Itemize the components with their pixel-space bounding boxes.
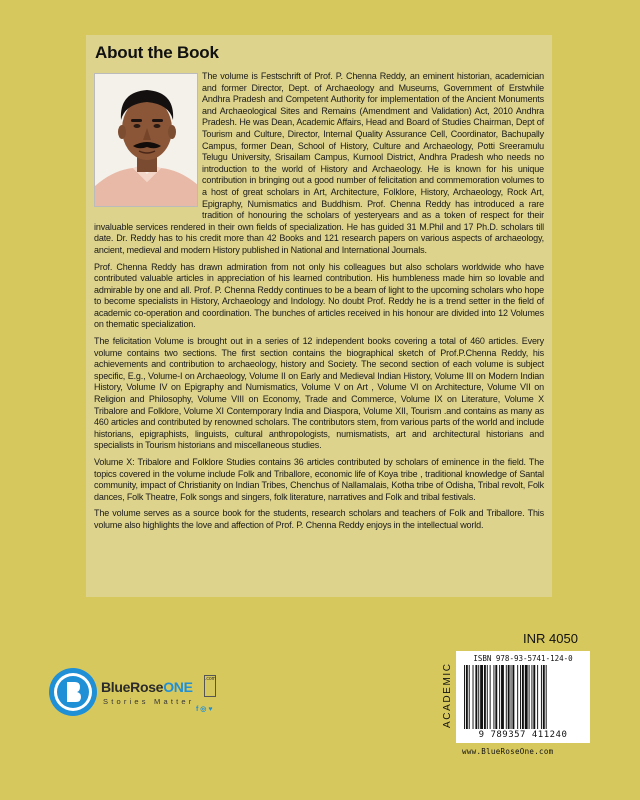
publisher-name (101, 679, 193, 695)
bluerose-logo-icon (48, 667, 98, 717)
description-paragraph-5: The volume serves as a source book for the students, research scholars and teachers of Folk and Triballore. This volume also highlights the love and affection of Prof. P. Chenna Reddy enjoys in the intellectual world. (94, 508, 544, 530)
description-paragraph-3: The felicitation Volume is brought out in a series of 12 independent books covering a total of 460 articles. Every volume contains two sections. The first section contains the biographical sketch of Prof.P.Chenna Reddy, his achievements and contribution to archaeology, history and Society. The second section of each volume is subject specific, E.g., Volume-I on Archaeology, Volume II on Early and Medieval Indian History, Volume III on Modern Indian History, Volume IV on Epigraphy and Numismatics, Volume V on Art , Volume VI on Architecture, Volume VII on Religion and Philosophy, Volume VIII on Economy, Trade and Commerce, Volume IX on Literature, Volume X Tribalore and Folklore, Volume XI Contemporary India and Diaspora, Volume XII, Tourism .and contains as many as 460 articles and contributed by renowned scholars. The contributors stem, from various parts of the world and include historians, epigraphists, linguists, cultural anthropologists, numismatists, art and architectural historians and specialists in Tourism historians and miscellaneous studies. (94, 336, 544, 451)
publisher-side-mark: .com (204, 675, 216, 697)
description-paragraph-2: Prof. Chenna Reddy has drawn admiration from not only his colleagues but also scholars worldwide who have contributed valuable articles in appreciation of his learned contribution. His humbleness made him so lovable and admirable by one and all. Prof. P. Chenna Reddy continues to be a beam of light to the upcoming scholars who hope to become specialists in History, Archaeology and Indology. No doubt Prof. Reddy he is a trend setter in the field of academic co-operation and coordination. The bunches of articles received in his honour are divided into 12 Volumes on thematic specialization. (94, 261, 544, 330)
publisher-name-main: BlueRose (101, 679, 164, 695)
social-icons: f ◎ ♥ (196, 706, 213, 713)
isbn-number: ISBN 978-93-5741-124-0 (473, 654, 573, 663)
photo-spacer (94, 71, 202, 212)
publisher-name-accent: ONE (163, 679, 193, 695)
isbn-barcode (456, 651, 590, 743)
section-title: About the Book (95, 43, 219, 62)
publisher-website: www.BlueRoseOne.com (462, 747, 554, 756)
description-paragraph-4: Volume X: Tribalore and Folklore Studies contains 36 articles contributed by scholars of eminence in the field. The topics covered in the volume include Folk and Triballore, economic life of Koya tribe , traditional knowledge of Santal community, impact of Christianity on Indian Tribes, Chenchus of Nallamalais, Kotha tribe of Odisha, Tribal revolt, Folk dances, Folk Theatre, Folk songs and singers, folk literature, narratives and Folk and tribal festivals. (94, 457, 544, 502)
paragraph-text: The volume is Festschrift of Prof. P. Chenna Reddy, an eminent historian, academician and former Director, Dept. of Archaeology and Museums, Government of Erstwhile Andhra Pradesh and Competent Authority for implementation of the Ancient Monuments and Archaeological Sites and Remains (Amendment and Validation) Act, 2010 Andhra Pradesh. He was Dean, Academic Affairs, Head and Board of Studies Chairman, Dept of Tourism and Culture, Director, Internal Quality Assurance Cell, Coordinator, Bachupally Campus, former Dean, School of History, Culture and Archaeology, Potti Sreeramulu Telugu University, Srisailam Campus, Kurnool District, Andhra Pradesh who needs no introduction to the world of History and Archaeology. He is known for his unique contribution in bringing out a good number of felicitation and commemoration volumes to a host of great scholars in Art, Architecture, Folklore, History, Archaeology, Rock Art, Epigraphy, Numismatics and Buddhism. Prof. Chenna Reddy has introduced a rare tradition of honouring the scholars of yesteryears and as a token of respect for their invaluable services rendered in their own fields of specialization. He has guided 31 M.Phil and 17 Ph.D. scholars till date. Dr. Reddy has to his credit more than 42 Books and 121 research papers on various aspects of archaeology, ancient, medieval and modern History published in National and International Journals. (94, 71, 544, 255)
description-paragraph-1 (94, 71, 544, 257)
isbn-digits: 9 789357 411240 (478, 730, 568, 740)
category-label: ACADEMIC (442, 662, 453, 728)
price-label: INR 4050 (523, 631, 578, 646)
book-description (94, 71, 544, 537)
publisher-tagline: Stories Matter (103, 697, 195, 706)
barcode-bars-icon (464, 665, 582, 729)
